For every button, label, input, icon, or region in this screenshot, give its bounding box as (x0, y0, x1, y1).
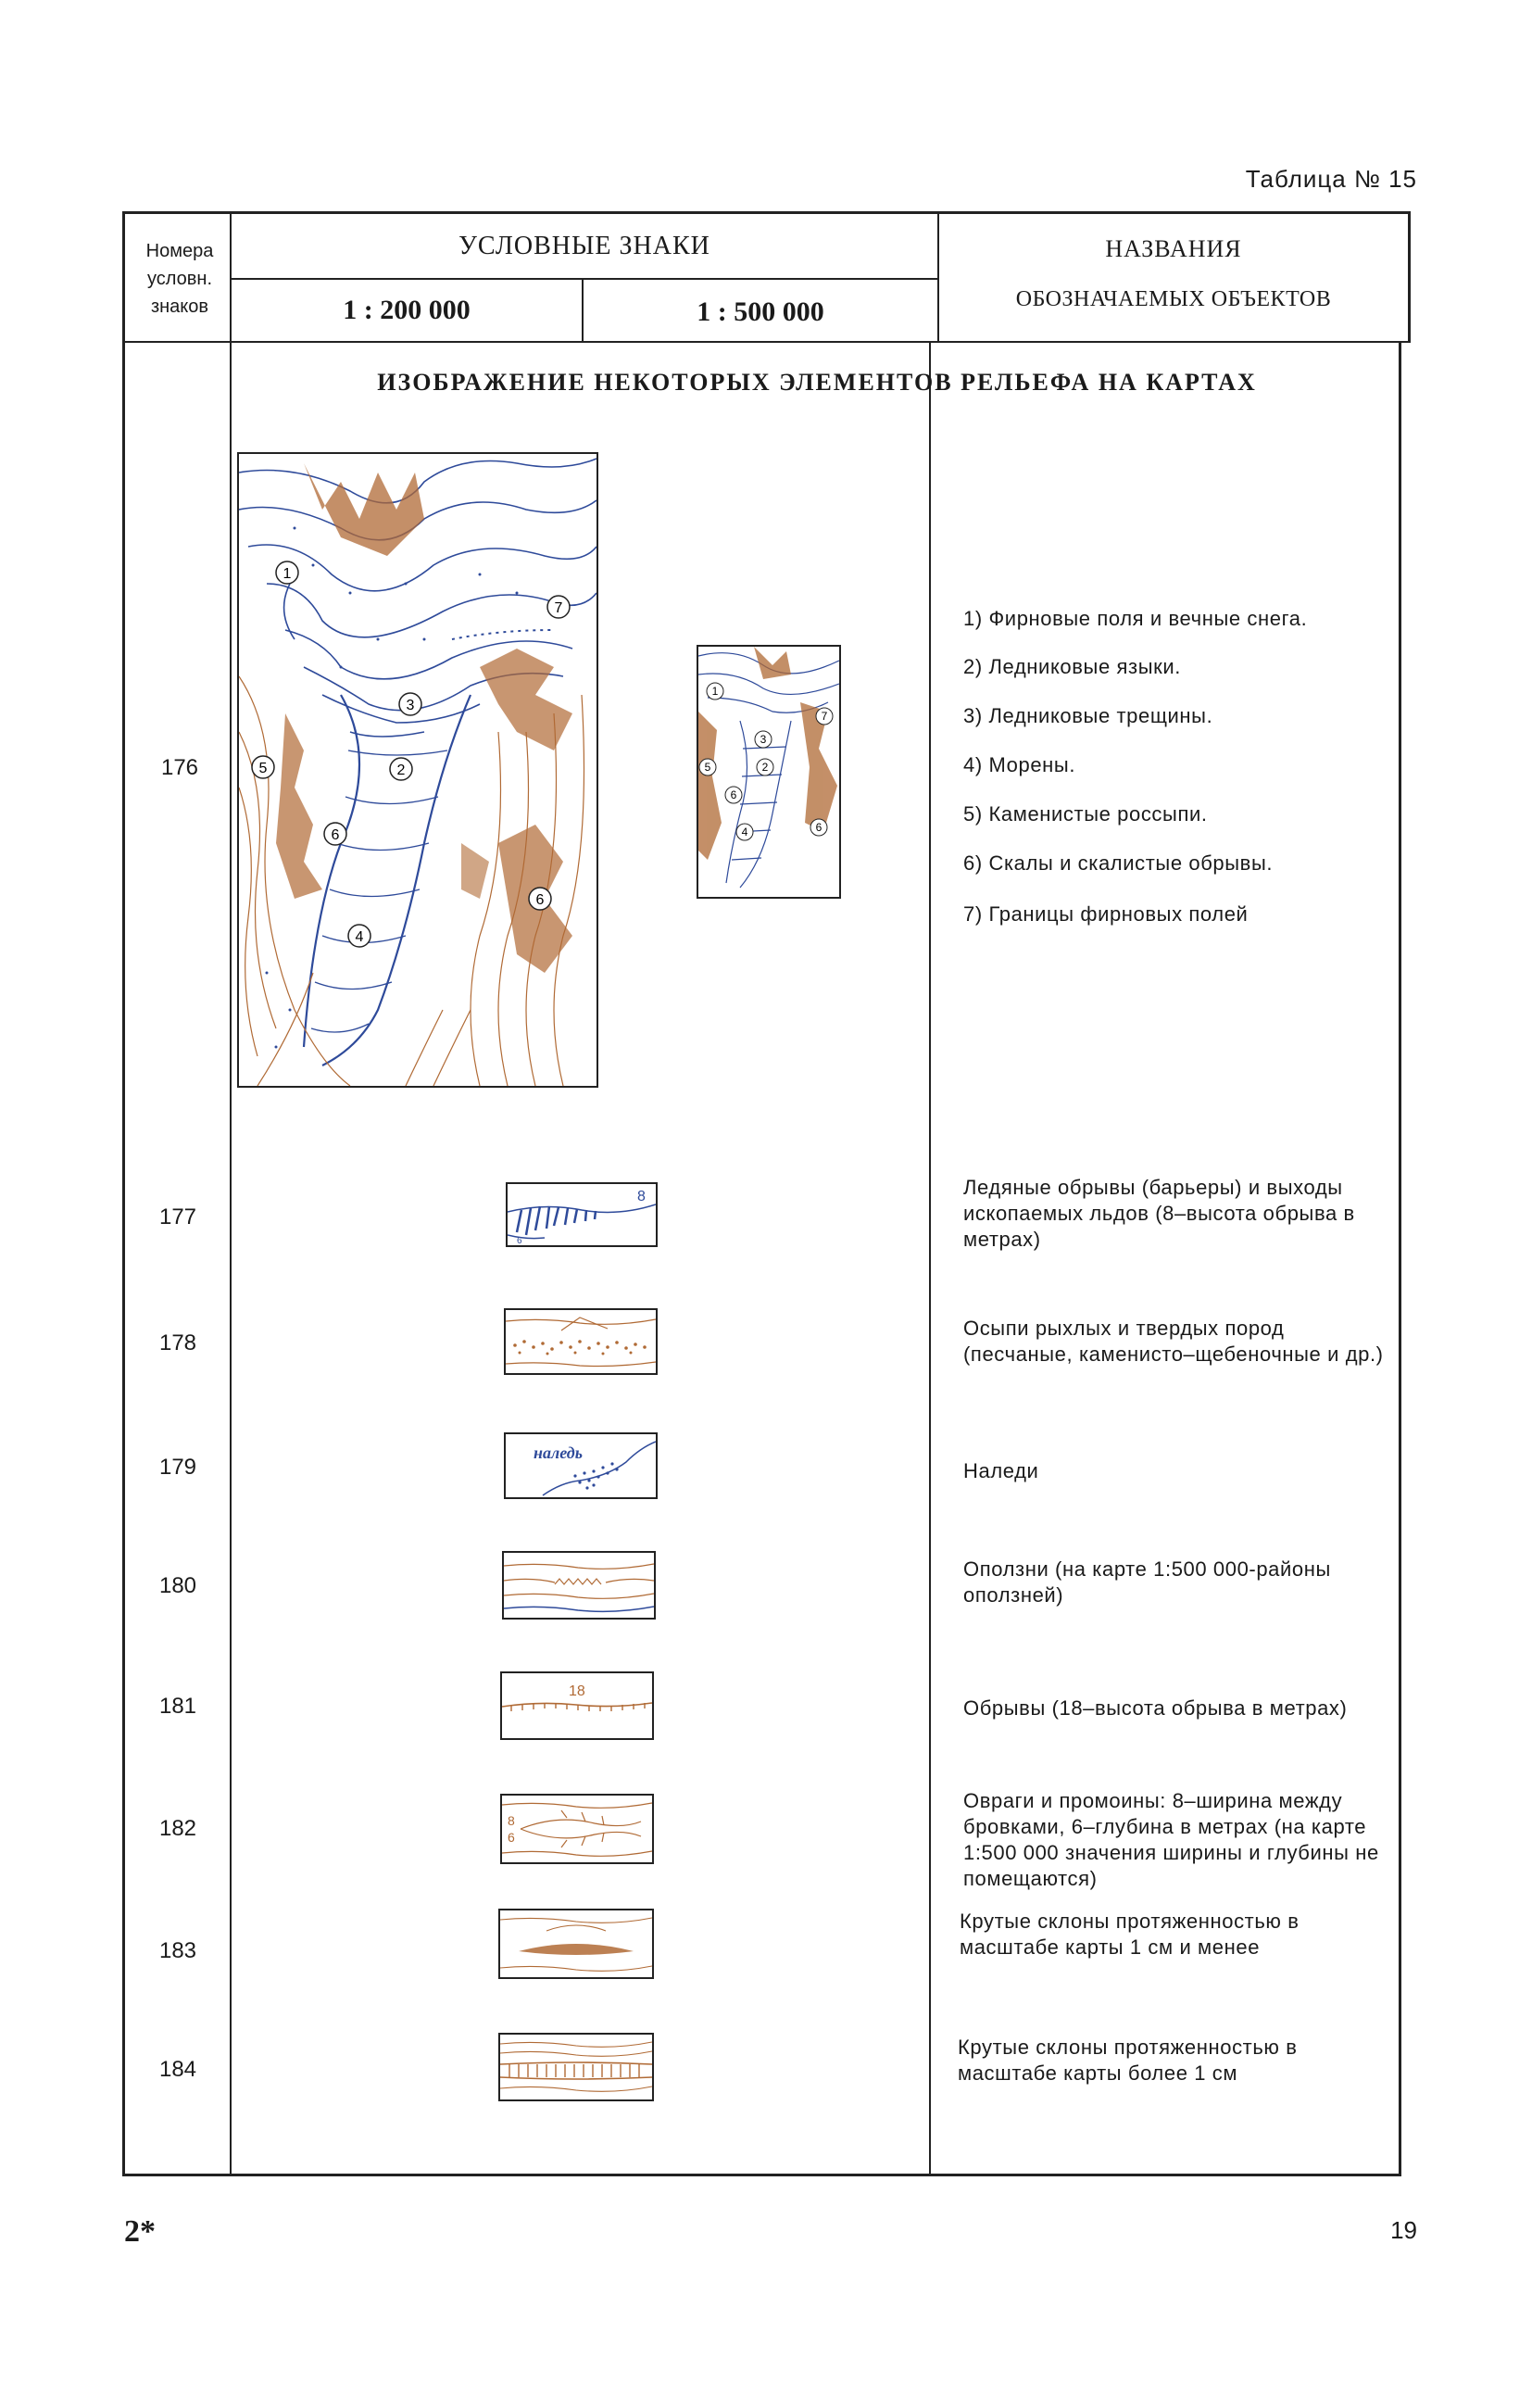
row-number-184: 184 (158, 2057, 197, 2082)
description-182: Овраги и промоины: 8–ширина между бровками, 6–глубина в метрах (на карте 1:500 000 значения ширины и глубины не помещаются) (963, 1789, 1379, 1890)
legend-item-5: 5) Каменистые россыпи. (963, 802, 1208, 826)
legend-item-4: 4) Морены. (963, 753, 1076, 776)
page-signature: 2* (124, 2214, 156, 2249)
table-right-border (1408, 211, 1411, 343)
symbol-182-width-label: 8 (508, 1813, 515, 1828)
description-179: Наледи (963, 1459, 1039, 1482)
symbol-179-label: наледь (534, 1444, 583, 1462)
row-number-182: 182 (158, 1816, 197, 1841)
table-head-bottom (122, 341, 1410, 343)
legend-item-6: 6) Скалы и скалистые обрывы. (963, 851, 1274, 875)
glacier-map-200k (237, 452, 598, 1088)
description-178: Осыпи рыхлых и твердых пород (песчаные, каменисто–щебеночные и др.) (963, 1317, 1384, 1366)
description-183: Крутые склоны протяженностью в масштабе карты 1 см и менее (960, 1910, 1300, 1959)
svg-text:6: 6 (331, 827, 340, 843)
table-left-border (122, 211, 125, 2175)
description-181: Обрывы (18–высота обрыва в метрах) (963, 1696, 1348, 1720)
scale-1-header: 1 : 200 000 (343, 295, 471, 325)
svg-text:7: 7 (821, 710, 828, 723)
col-divider-2 (929, 343, 931, 2175)
legend-item-7: 7) Границы фирновых полей (963, 902, 1249, 926)
svg-text:5: 5 (704, 761, 711, 774)
symbol-184-steep-slope-long (498, 2033, 654, 2101)
svg-text:1: 1 (711, 685, 719, 698)
col-numbers-header: Номера условн. знаков (145, 241, 214, 317)
legend-item-1: 1) Фирновые поля и вечные снега. (963, 607, 1308, 630)
description-177: Ледяные обрывы (барьеры) и выходы ископаемых льдов (8–высота обрыва в метрах) (963, 1176, 1355, 1251)
svg-text:3: 3 (760, 733, 767, 746)
scale-2-header: 1 : 500 000 (697, 296, 824, 327)
svg-text:3: 3 (406, 698, 415, 713)
col-names-header-2: ОБОЗНАЧАЕМЫХ ОБЪЕКТОВ (1015, 287, 1332, 311)
col-divider-1 (230, 211, 232, 2175)
row-number-177: 177 (158, 1204, 197, 1229)
symbol-181-cliff (500, 1671, 654, 1740)
row-number-180: 180 (158, 1573, 197, 1598)
table-top-border (122, 211, 1410, 214)
row-number-181: 181 (158, 1694, 197, 1719)
svg-text:2: 2 (761, 761, 769, 774)
table-bottom-border (122, 2174, 1401, 2176)
description-184: Крутые склоны протяженностью в масштабе карты более 1 см (958, 2036, 1298, 2085)
svg-text:7: 7 (554, 600, 563, 616)
symbol-177-ice-cliff (506, 1182, 658, 1247)
svg-text:4: 4 (355, 929, 364, 945)
symbol-178-scree (504, 1308, 658, 1375)
legend-item-2: 2) Ледниковые языки. (963, 655, 1181, 678)
symbol-182-ravine (500, 1794, 654, 1864)
svg-text:1: 1 (283, 566, 292, 582)
table-right-border-body (1399, 343, 1401, 2175)
table-number: Таблица № 15 (1245, 165, 1417, 193)
col-symbols-header: УСЛОВНЫЕ ЗНАКИ (458, 232, 710, 260)
symbol-181-label: 18 (569, 1683, 585, 1699)
row-number-178: 178 (158, 1330, 197, 1355)
svg-text:2: 2 (396, 763, 406, 778)
row-number-176: 176 (160, 755, 199, 780)
legend-item-3: 3) Ледниковые трещины. (963, 704, 1213, 727)
col-divider-2-head (937, 211, 939, 343)
scale-divider (230, 278, 937, 280)
col-names-header-1: НАЗВАНИЯ (1105, 235, 1242, 262)
svg-text:5: 5 (258, 761, 268, 776)
svg-text:6: 6 (730, 788, 737, 801)
row-number-183: 183 (158, 1938, 197, 1963)
page-number: 19 (1390, 2216, 1417, 2244)
symbol-177-depth-label: 6 (517, 1236, 522, 1245)
svg-text:4: 4 (741, 826, 748, 838)
svg-text:6: 6 (815, 821, 823, 834)
symbol-177-height-label: 8 (637, 1189, 646, 1204)
symbol-179-naled (504, 1432, 658, 1499)
svg-text:6: 6 (535, 892, 545, 908)
row-number-179: 179 (158, 1455, 197, 1480)
section-title: ИЗОБРАЖЕНИЕ НЕКОТОРЫХ ЭЛЕМЕНТОВ РЕЛЬЕФА НА КАРТАХ (377, 369, 1257, 396)
glacier-map-500k (697, 645, 841, 899)
symbol-182-depth-label: 6 (508, 1830, 515, 1845)
symbol-180-landslide (502, 1551, 656, 1620)
symbol-183-steep-slope-short (498, 1909, 654, 1979)
description-180: Оползни (на карте 1:500 000-районы оползней) (963, 1557, 1331, 1607)
